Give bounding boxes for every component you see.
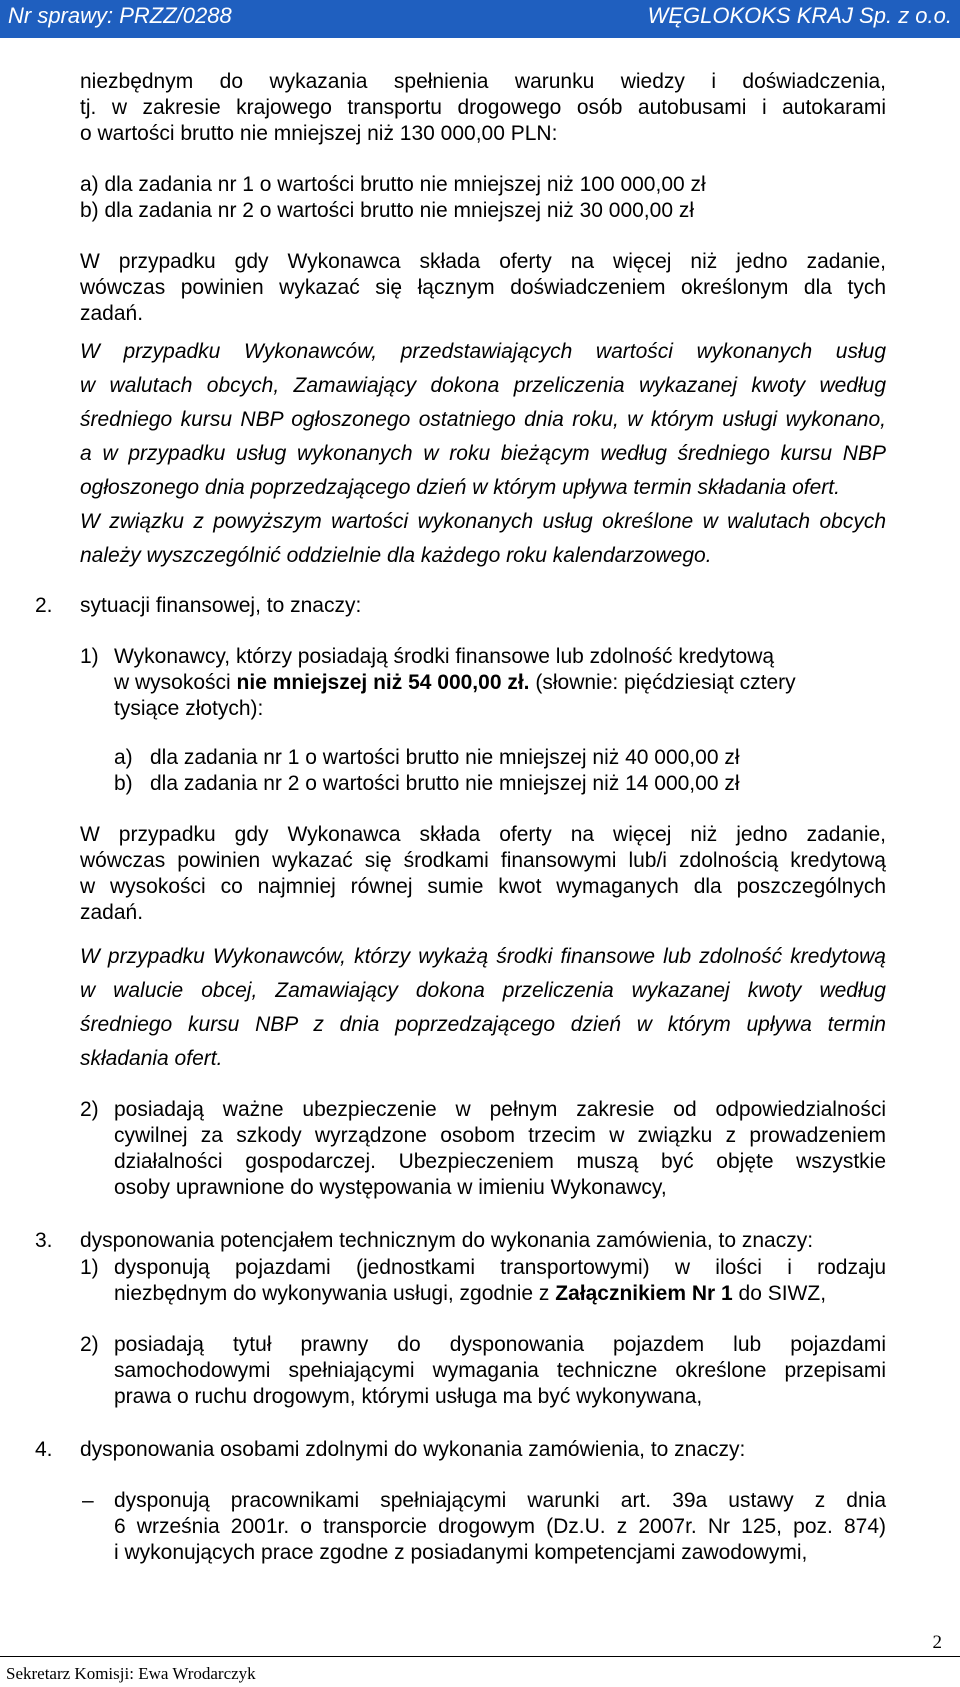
paragraph-line: wówczas powinien wykazać się łącznym doświadczeniem określonym dla tych — [80, 276, 886, 299]
paragraph-line: średniego kursu NBP z dnia poprzedzającego dzień w którym upływa termin — [80, 1013, 886, 1036]
paragraph-line: dysponują pojazdami (jednostkami transportowymi) w ilości i rodzaju — [114, 1256, 886, 1279]
paragraph-line: zadań. — [80, 302, 144, 325]
item-label: b) — [114, 772, 133, 795]
item-number: 2) — [80, 1333, 99, 1356]
paragraph-line: należy wyszczególnić oddzielnie dla każdego roku kalendarzowego. — [80, 544, 712, 567]
dash-bullet: – — [82, 1489, 94, 1512]
paragraph-line: W związku z powyższym wartości wykonanych usług określone w walutach obcych — [80, 510, 886, 533]
paragraph-line: wówczas powinien wykazać się środkami finansowymi lub/i zdolnością kredytową — [80, 849, 886, 872]
list-item: dla zadania nr 2 o wartości brutto nie mniejszej niż 14 000,00 zł — [150, 772, 740, 795]
paragraph-line: W przypadku Wykonawców, przedstawiających wartości wykonanych usług — [80, 340, 886, 363]
text-fragment: w wysokości — [114, 671, 237, 694]
list-item: a) dla zadania nr 1 o wartości brutto nie mniejszej niż 100 000,00 zł — [80, 173, 706, 196]
paragraph-line: posiadają ważne ubezpieczenie w pełnym zakresie od odpowiedzialności — [114, 1098, 886, 1121]
paragraph-line: średniego kursu NBP ogłoszonego ostatniego dnia roku, w którym usługi wykonano, — [80, 408, 886, 431]
paragraph-line — [114, 670, 796, 696]
document-header — [0, 0, 960, 38]
item-label: a) — [114, 746, 133, 769]
paragraph-line: Wykonawcy, którzy posiadają środki finansowe lub zdolność kredytową — [114, 645, 775, 668]
amount-emphasis: nie mniejszej niż 54 000,00 zł. — [236, 671, 530, 694]
paragraph-line: w walutach obcych, Zamawiający dokona przeliczenia wykazanej kwoty według — [80, 374, 886, 397]
paragraph-line: W przypadku gdy Wykonawca składa oferty na więcej niż jedno zadanie, — [80, 823, 886, 846]
section-number: 3. — [35, 1229, 53, 1252]
paragraph-line: o wartości brutto nie mniejszej niż 130 000,00 PLN: — [80, 122, 558, 145]
paragraph-line: cywilnej za szkody wyrządzone osobom trzecim w związku z prowadzeniem — [114, 1124, 886, 1147]
company-name: WĘGLOKOKS KRAJ Sp. z o.o. — [647, 3, 952, 28]
item-number: 2) — [80, 1098, 99, 1121]
paragraph-line: zadań. — [80, 901, 144, 924]
footer-secretary: Sekretarz Komisji: Ewa Wrodarczyk — [6, 1664, 256, 1683]
paragraph-line: W przypadku gdy Wykonawca składa oferty na więcej niż jedno zadanie, — [80, 250, 886, 273]
footer-divider — [0, 1656, 960, 1657]
paragraph-line: posiadają tytuł prawny do dysponowania pojazdem lub pojazdami — [114, 1333, 886, 1356]
list-item: dla zadania nr 1 o wartości brutto nie mniejszej niż 40 000,00 zł — [150, 746, 740, 769]
item-number: 1) — [80, 1256, 99, 1279]
paragraph-line: prawa o ruchu drogowym, którymi usługa ma być wykonywana, — [114, 1385, 703, 1408]
page-number: 2 — [932, 1632, 942, 1653]
paragraph-line: tj. w zakresie krajowego transportu drogowego osób autobusami i autokarami — [80, 96, 886, 119]
case-number: Nr sprawy: PRZZ/0288 — [8, 3, 232, 28]
text-fragment: do SIWZ, — [732, 1282, 827, 1305]
item-number: 1) — [80, 645, 99, 668]
section-number: 4. — [35, 1438, 53, 1461]
paragraph-line: ogłoszonego dnia poprzedzającego dzień w którym upływa termin składania ofert. — [80, 476, 840, 499]
paragraph-line: a w przypadku usług wykonanych w roku bieżącym według średniego kursu NBP — [80, 442, 886, 465]
attachment-reference: Załącznikiem Nr 1 — [555, 1282, 733, 1305]
text-fragment: niezbędnym do wykonywania usługi, zgodnie z — [114, 1282, 556, 1305]
text-fragment: (słownie: pięćdziesiąt cztery — [529, 671, 796, 694]
paragraph-line: działalności gospodarczej. Ubezpieczeniem muszą być objęte wszystkie — [114, 1150, 886, 1173]
paragraph-line: 6 września 2001r. o transporcie drogowym (Dz.U. z 2007r. Nr 125, poz. 874) — [114, 1515, 886, 1538]
list-item: b) dla zadania nr 2 o wartości brutto nie mniejszej niż 30 000,00 zł — [80, 199, 695, 222]
paragraph-line: osoby uprawnione do występowania w imieniu Wykonawcy, — [114, 1176, 667, 1199]
paragraph-line: tysiące złotych): — [114, 697, 264, 720]
paragraph-line: i wykonujących prace zgodne z posiadanymi kompetencjami zawodowymi, — [114, 1541, 808, 1564]
paragraph-line: W przypadku Wykonawców, którzy wykażą środki finansowe lub zdolność kredytową — [80, 945, 886, 968]
paragraph-line: niezbędnym do wykazania spełnienia warunku wiedzy i doświadczenia, — [80, 70, 886, 93]
paragraph-line: składania ofert. — [80, 1047, 223, 1070]
paragraph-line: w walucie obcej, Zamawiający dokona przeliczenia wykazanej kwoty według — [80, 979, 886, 1002]
paragraph-line: samochodowymi spełniającymi wymagania techniczne określone przepisami — [114, 1359, 886, 1382]
section-title: dysponowania potencjałem technicznym do wykonania zamówienia, to znaczy: — [80, 1229, 814, 1252]
section-title: dysponowania osobami zdolnymi do wykonania zamówienia, to znaczy: — [80, 1438, 746, 1461]
paragraph-line: w wysokości co najmniej równej sumie kwot wymaganych dla poszczególnych — [80, 875, 886, 898]
section-number: 2. — [35, 594, 53, 617]
paragraph-line — [114, 1281, 826, 1307]
section-title: sytuacji finansowej, to znaczy: — [80, 594, 362, 617]
paragraph-line: dysponują pracownikami spełniającymi warunki art. 39a ustawy z dnia — [114, 1489, 886, 1512]
